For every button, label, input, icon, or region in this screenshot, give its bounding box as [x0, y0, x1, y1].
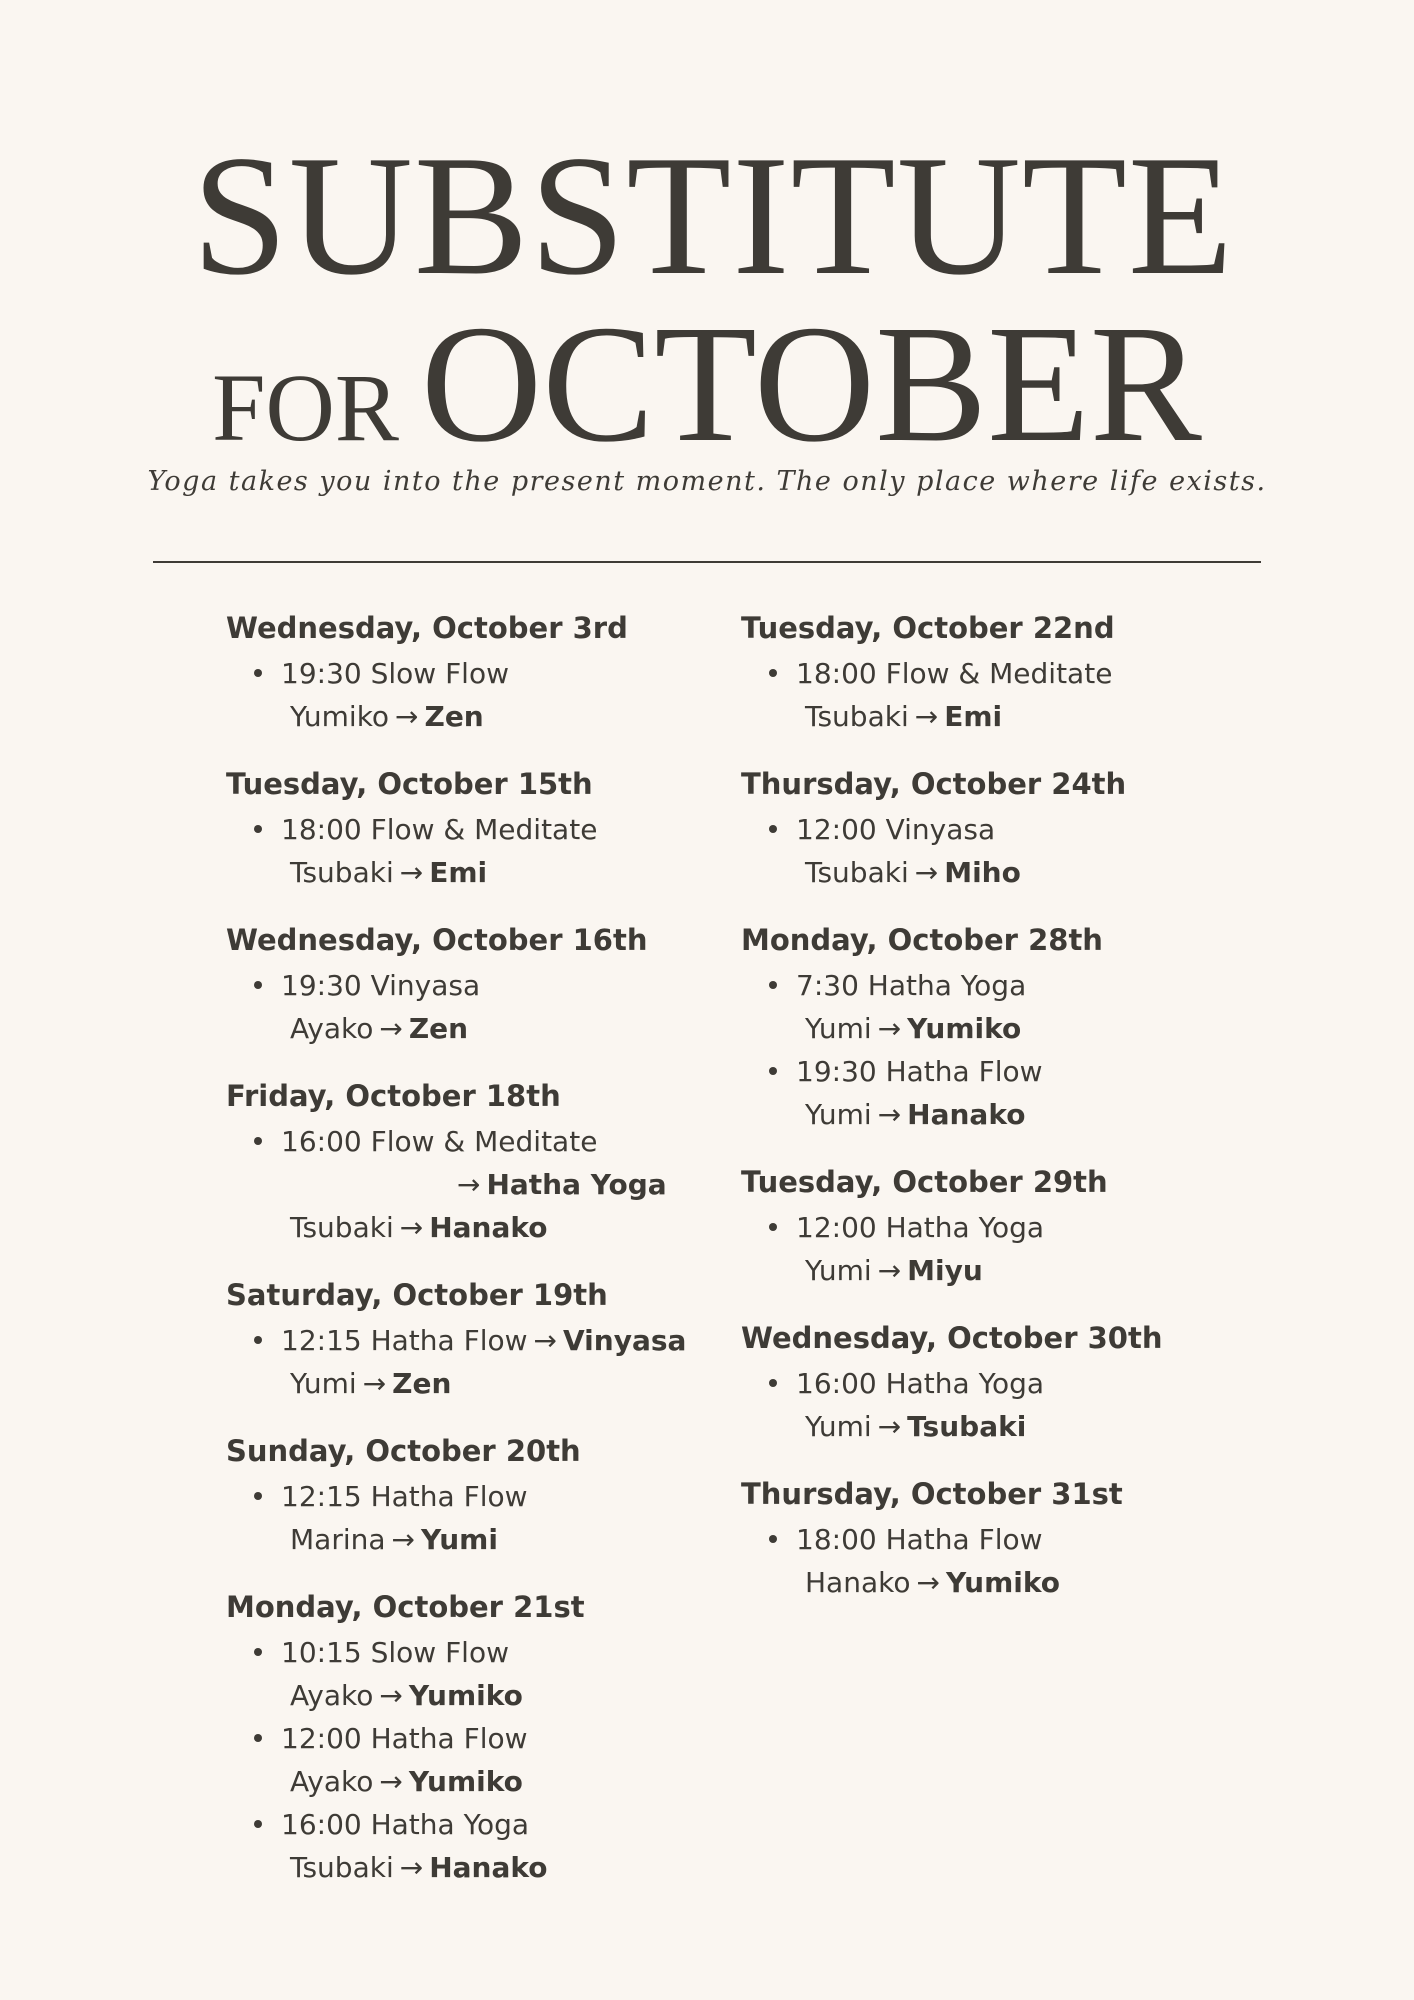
- substitute-teacher: Zen: [424, 700, 484, 733]
- class-line: [281, 1803, 676, 1846]
- class-entry: [741, 1518, 1191, 1604]
- class-line: [281, 652, 676, 695]
- class-change-line: [281, 1163, 676, 1206]
- substitution-line: [796, 695, 1191, 738]
- substitute-teacher: Yumiko: [907, 1012, 1022, 1045]
- arrow-icon: →: [391, 1523, 415, 1556]
- arrow-icon: →: [877, 1254, 902, 1287]
- substitution-line: [281, 1518, 676, 1561]
- arrow-icon: →: [399, 1851, 424, 1884]
- day-block: [741, 920, 1191, 1136]
- substitution-line: [796, 1561, 1191, 1604]
- class-name: 16:00 Hatha Yoga: [281, 1808, 530, 1841]
- class-name: 12:00 Vinyasa: [796, 813, 996, 846]
- class-line: [796, 1206, 1191, 1249]
- class-entry: [741, 1362, 1191, 1448]
- substitute-teacher: Yumiko: [408, 1679, 523, 1712]
- class-name: 7:30 Hatha Yoga: [796, 969, 1027, 1002]
- substitute-teacher: Emi: [944, 700, 1003, 733]
- class-line: [281, 1717, 676, 1760]
- arrow-icon: →: [877, 1098, 902, 1131]
- day-block: [741, 764, 1191, 894]
- page-title-substitute: SUBSTITUTE: [192, 121, 1234, 311]
- original-teacher: Ayako: [290, 1012, 374, 1045]
- arrow-icon: →: [399, 1211, 424, 1244]
- substitution-line: [796, 1405, 1191, 1448]
- class-name: 18:00 Flow & Meditate: [281, 813, 598, 846]
- substitution-line: [281, 1846, 676, 1889]
- tagline: Yoga takes you into the present moment. The only place where life exists.: [147, 466, 1267, 497]
- class-name: 16:00 Flow & Meditate: [281, 1125, 598, 1158]
- day-date: Monday, October 28th: [741, 923, 1103, 957]
- class-entry: [226, 1803, 676, 1889]
- class-line: [281, 1120, 676, 1163]
- class-line: [281, 1631, 676, 1674]
- new-class-name: Hatha Yoga: [486, 1168, 667, 1201]
- arrow-icon: →: [914, 700, 939, 733]
- substitute-teacher: Yumiko: [408, 1765, 523, 1798]
- day-block: [226, 1275, 687, 1405]
- arrow-icon: →: [395, 700, 419, 733]
- original-teacher: Yumi: [805, 1098, 872, 1131]
- original-teacher: Yumi: [805, 1254, 872, 1287]
- class-name: 12:15 Hatha Flow: [281, 1480, 528, 1513]
- substitute-teacher: Yumi: [420, 1523, 498, 1556]
- day-block: [226, 1076, 676, 1249]
- substitute-teacher: Hanako: [429, 1211, 548, 1244]
- class-name: 12:15 Hatha Flow: [281, 1324, 528, 1357]
- substitution-line: [796, 851, 1191, 894]
- class-entry: [741, 1050, 1191, 1136]
- class-entry: [226, 1120, 676, 1249]
- day-date: Wednesday, October 16th: [226, 923, 648, 957]
- class-name: 12:00 Hatha Flow: [281, 1722, 528, 1755]
- original-teacher: Yumi: [805, 1012, 872, 1045]
- class-entry: [226, 1319, 687, 1405]
- original-teacher: Tsubaki: [290, 856, 394, 889]
- day-date: Saturday, October 19th: [226, 1278, 608, 1312]
- day-block: [741, 1162, 1191, 1292]
- class-entry: [226, 1631, 676, 1717]
- class-entry: [226, 964, 676, 1050]
- class-line: [281, 1475, 676, 1518]
- class-line: [281, 964, 676, 1007]
- class-entry: [741, 964, 1191, 1050]
- arrow-icon: →: [399, 856, 424, 889]
- day-date: Tuesday, October 29th: [741, 1165, 1108, 1199]
- original-teacher: Yumi: [805, 1410, 872, 1443]
- class-line: [796, 808, 1191, 851]
- day-date: Friday, October 18th: [226, 1079, 561, 1113]
- substitute-teacher: Tsubaki: [907, 1410, 1027, 1443]
- original-teacher: Yumiko: [290, 700, 390, 733]
- class-line: [796, 1362, 1191, 1405]
- substitute-teacher: Zen: [392, 1367, 452, 1400]
- day-date: Tuesday, October 15th: [226, 767, 593, 801]
- original-teacher: Marina: [290, 1523, 386, 1556]
- substitution-line: [281, 1674, 676, 1717]
- class-name: 16:00 Hatha Yoga: [796, 1367, 1045, 1400]
- page-title-month: [0, 291, 1414, 477]
- class-entry: [226, 808, 676, 894]
- divider: [153, 561, 1261, 563]
- arrow-icon: →: [379, 1012, 403, 1045]
- class-entry: [226, 1717, 676, 1803]
- arrow-icon: →: [379, 1679, 403, 1712]
- day-date: Sunday, October 20th: [226, 1434, 581, 1468]
- arrow-icon: →: [877, 1012, 902, 1045]
- day-block: [226, 1587, 676, 1889]
- arrow-icon: →: [379, 1765, 403, 1798]
- day-block: [226, 1431, 676, 1561]
- title-for: FOR: [212, 354, 399, 461]
- substitute-teacher: Hanako: [907, 1098, 1026, 1131]
- original-teacher: Hanako: [805, 1566, 911, 1599]
- day-block: [226, 608, 676, 738]
- day-block: [741, 1318, 1191, 1448]
- substitution-line: [281, 1206, 676, 1249]
- substitution-line: [281, 851, 676, 894]
- day-date: Monday, October 21st: [226, 1590, 585, 1624]
- arrow-icon: →: [362, 1367, 387, 1400]
- substitute-teacher: Zen: [408, 1012, 469, 1045]
- class-line: [796, 1518, 1191, 1561]
- substitution-line: [281, 1362, 676, 1405]
- substitution-line: [281, 1007, 676, 1050]
- substitute-teacher: Yumiko: [945, 1566, 1060, 1599]
- right-column: [741, 608, 1191, 1630]
- substitution-line: [796, 1093, 1191, 1136]
- substitution-line: [281, 695, 676, 738]
- class-name: 19:30 Slow Flow: [281, 657, 509, 690]
- class-line: [796, 1050, 1191, 1093]
- day-block: [741, 608, 1191, 738]
- left-column: [226, 608, 687, 1915]
- class-line: [796, 964, 1191, 1007]
- class-name: 12:00 Hatha Yoga: [796, 1211, 1045, 1244]
- day-block: [226, 920, 676, 1050]
- original-teacher: Ayako: [290, 1765, 374, 1798]
- arrow-icon: →: [533, 1324, 557, 1357]
- day-block: [741, 1474, 1191, 1604]
- substitution-line: [796, 1007, 1191, 1050]
- day-date: Thursday, October 31st: [741, 1477, 1123, 1511]
- substitute-teacher: Emi: [429, 856, 488, 889]
- original-teacher: Tsubaki: [805, 700, 909, 733]
- day-date: Wednesday, October 30th: [741, 1321, 1163, 1355]
- class-name: 18:00 Hatha Flow: [796, 1523, 1043, 1556]
- title-october: OCTOBER: [420, 291, 1202, 477]
- original-teacher: Tsubaki: [805, 856, 909, 889]
- class-name: 19:30 Vinyasa: [281, 969, 481, 1002]
- class-entry: [741, 1206, 1191, 1292]
- original-teacher: Ayako: [290, 1679, 374, 1712]
- arrow-icon: →: [914, 856, 939, 889]
- class-name: 19:30 Hatha Flow: [796, 1055, 1043, 1088]
- day-date: Tuesday, October 22nd: [741, 611, 1115, 645]
- arrow-icon: →: [457, 1168, 481, 1201]
- class-entry: [741, 652, 1191, 738]
- class-entry: [741, 808, 1191, 894]
- original-teacher: Tsubaki: [290, 1851, 394, 1884]
- substitute-teacher: Miho: [944, 856, 1021, 889]
- original-teacher: Yumi: [290, 1367, 357, 1400]
- arrow-icon: →: [916, 1566, 940, 1599]
- new-class-name: Vinyasa: [562, 1324, 687, 1357]
- substitution-line: [281, 1760, 676, 1803]
- original-teacher: Tsubaki: [290, 1211, 394, 1244]
- class-name: 10:15 Slow Flow: [281, 1636, 509, 1669]
- class-entry: [226, 652, 676, 738]
- class-line: [281, 1319, 687, 1362]
- substitute-teacher: Miyu: [907, 1254, 983, 1287]
- class-line: [796, 652, 1191, 695]
- day-date: Thursday, October 24th: [741, 767, 1127, 801]
- class-entry: [226, 1475, 676, 1561]
- substitution-line: [796, 1249, 1191, 1292]
- day-date: Wednesday, October 3rd: [226, 611, 628, 645]
- arrow-icon: →: [877, 1410, 902, 1443]
- class-line: [281, 808, 676, 851]
- day-block: [226, 764, 676, 894]
- substitute-teacher: Hanako: [429, 1851, 548, 1884]
- class-name: 18:00 Flow & Meditate: [796, 657, 1113, 690]
